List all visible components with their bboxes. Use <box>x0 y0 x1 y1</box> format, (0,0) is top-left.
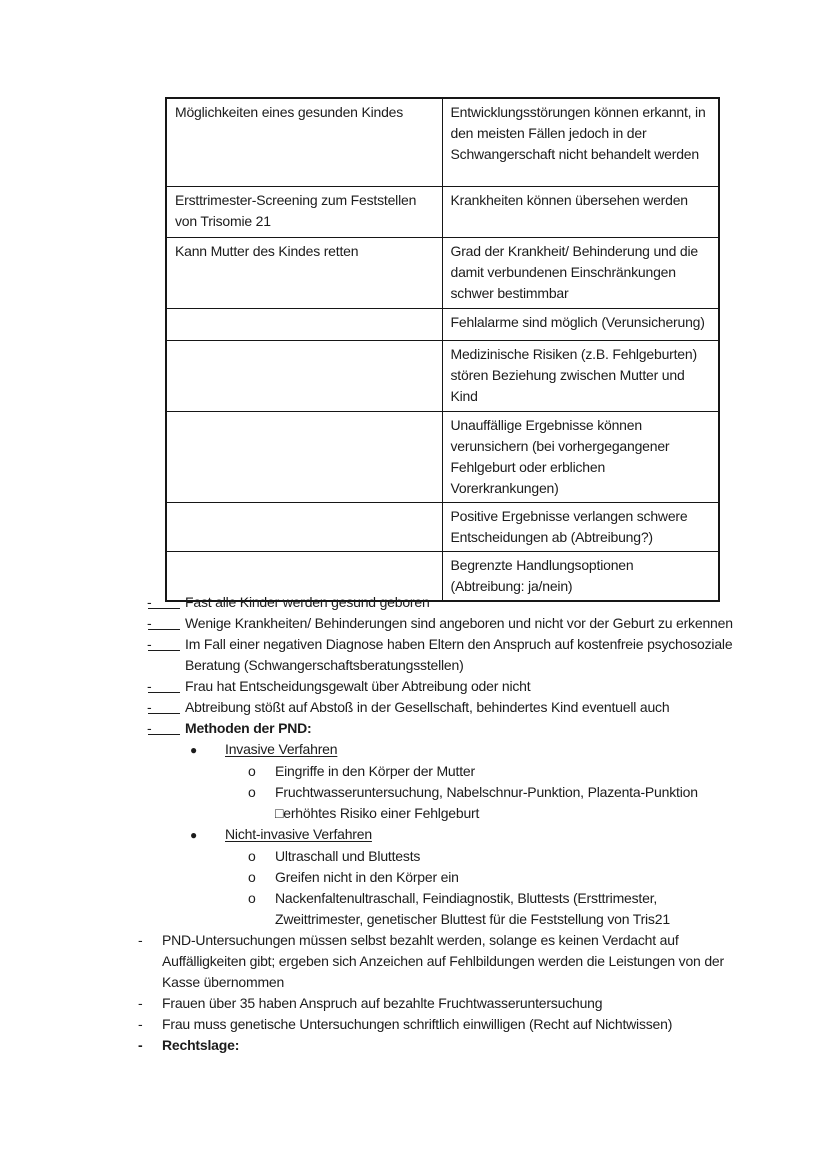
table-cell-left: Kann Mutter des Kindes retten <box>166 237 442 308</box>
list-item <box>248 867 828 888</box>
table-cell-right: Unauffällige Ergebnisse können verunsichern (bei vorhergegangener Fehlgeburt oder erblichen Vorerkrankungen) <box>442 411 719 502</box>
disc-bullet: ● <box>190 828 198 842</box>
dash-bullet: - <box>147 676 185 697</box>
list-item-text: Frauen über 35 haben Anspruch auf bezahlte Fruchtwasseruntersuchung <box>162 995 603 1011</box>
dash-bullet: - <box>147 634 185 655</box>
table-cell-right: Medizinische Risiken (z.B. Fehlgeburten) stören Beziehung zwischen Mutter und Kind <box>442 340 719 411</box>
list-item <box>248 761 828 782</box>
table-row <box>166 502 719 551</box>
table-row <box>166 237 719 308</box>
table-cell-right: Begrenzte Handlungsoptionen (Abtreibung: ja/nein) <box>442 551 719 601</box>
dash-bullet: - <box>138 1037 143 1053</box>
list-item <box>147 613 828 634</box>
list-item <box>138 1014 828 1035</box>
dash-bullet: - <box>147 697 185 718</box>
list-item <box>248 782 828 803</box>
table-cell-right: Grad der Krankheit/ Behinderung und die damit verbundenen Einschränkungen schwer bestimmbar <box>442 237 719 308</box>
table-cell-left: Ersttrimester-Screening zum Feststellen von Trisomie 21 <box>166 186 442 237</box>
table-cell-left <box>166 308 442 340</box>
list-item <box>138 993 828 1014</box>
list-item-text: Invasive Verfahren <box>225 741 338 757</box>
list-item <box>147 592 828 613</box>
dash-bullet: - <box>138 932 143 948</box>
table-cell-left: Möglichkeiten eines gesunden Kindes <box>166 98 442 186</box>
circle-bullet: o <box>248 890 256 906</box>
table-row <box>166 340 719 411</box>
list-item-text: □erhöhtes Risiko einer Fehlgeburt <box>275 805 480 821</box>
list-item-text: Greifen nicht in den Körper ein <box>275 869 459 885</box>
dash-bullet: - <box>138 995 143 1011</box>
list-item-rechtslage-heading <box>138 1035 828 1056</box>
list-item-text: Nicht-invasive Verfahren <box>225 826 372 842</box>
list-item <box>147 697 828 718</box>
list-item-text: Fruchtwasseruntersuchung, Nabelschnur-Punktion, Plazenta-Punktion <box>275 784 698 800</box>
table-cell-right: Krankheiten können übersehen werden <box>442 186 719 237</box>
list-item-methods-heading <box>147 718 828 739</box>
notes-section <box>0 592 828 1056</box>
list-item <box>248 888 828 930</box>
list-item-text: Frau hat Entscheidungsgewalt über Abtreibung oder nicht <box>185 678 531 694</box>
list-item <box>147 676 828 697</box>
notes-list <box>147 592 828 930</box>
circle-bullet: o <box>248 784 256 800</box>
dash-bullet: - <box>147 592 185 613</box>
list-item <box>147 634 828 676</box>
list-item-text: Rechtslage: <box>162 1037 240 1053</box>
pro-con-table <box>165 97 720 602</box>
table-cell-right: Positive Ergebnisse verlangen schwere Entscheidungen ab (Abtreibung?) <box>442 502 719 551</box>
table-cell-left <box>166 411 442 502</box>
list-item-text: Wenige Krankheiten/ Behinderungen sind angeboren und nicht vor der Geburt zu erkennen <box>185 615 733 631</box>
list-item <box>138 930 828 993</box>
invasive-methods-heading <box>190 739 828 761</box>
list-item-text: Ultraschall und Bluttests <box>275 848 421 864</box>
table-row <box>166 186 719 237</box>
list-item-text: Im Fall einer negativen Diagnose haben Eltern den Anspruch auf kostenfreie psychosoziale Beratung (Schwangerschaftsberatungsstellen) <box>185 636 733 673</box>
noninvasive-methods-heading <box>190 824 828 846</box>
dash-bullet: - <box>138 1016 143 1032</box>
circle-bullet: o <box>248 763 256 779</box>
table-row <box>166 308 719 340</box>
list-item-text: Methoden der PND: <box>185 720 312 736</box>
table-row <box>166 98 719 186</box>
list-item-continuation <box>275 803 828 824</box>
table-cell-left <box>166 340 442 411</box>
table-row <box>166 411 719 502</box>
circle-bullet: o <box>248 848 256 864</box>
list-item-text: PND-Untersuchungen müssen selbst bezahlt werden, solange es keinen Verdacht auf Auffälligkeiten gibt; ergeben sich Anzeichen auf Fehlbildungen werden die Leistungen von der Kasse übernommen <box>162 932 724 990</box>
list-item-text: Frau muss genetische Untersuchungen schriftlich einwilligen (Recht auf Nichtwissen) <box>162 1016 673 1032</box>
list-item-text: Eingriffe in den Körper der Mutter <box>275 763 475 779</box>
table-cell-left <box>166 502 442 551</box>
list-item-text: Fast alle Kinder werden gesund geboren <box>185 594 430 610</box>
circle-bullet: o <box>248 869 256 885</box>
list-item-text: Nackenfaltenultraschall, Feindiagnostik, Bluttests (Ersttrimester, Zweittrimester, genetischer Bluttest für die Feststellung von Tris21 <box>275 890 670 927</box>
list-item <box>248 846 828 867</box>
list-item-text: Abtreibung stößt auf Abstoß in der Gesellschaft, behindertes Kind eventuell auch <box>185 699 670 715</box>
dash-bullet: - <box>147 718 185 739</box>
table-cell-right: Entwicklungsstörungen können erkannt, in den meisten Fällen jedoch in der Schwangerschaft nicht behandelt werden <box>442 98 719 186</box>
disc-bullet: ● <box>190 743 198 757</box>
dash-bullet: - <box>147 613 185 634</box>
bottom-notes-list <box>138 930 828 1056</box>
table-cell-right: Fehlalarme sind möglich (Verunsicherung) <box>442 308 719 340</box>
